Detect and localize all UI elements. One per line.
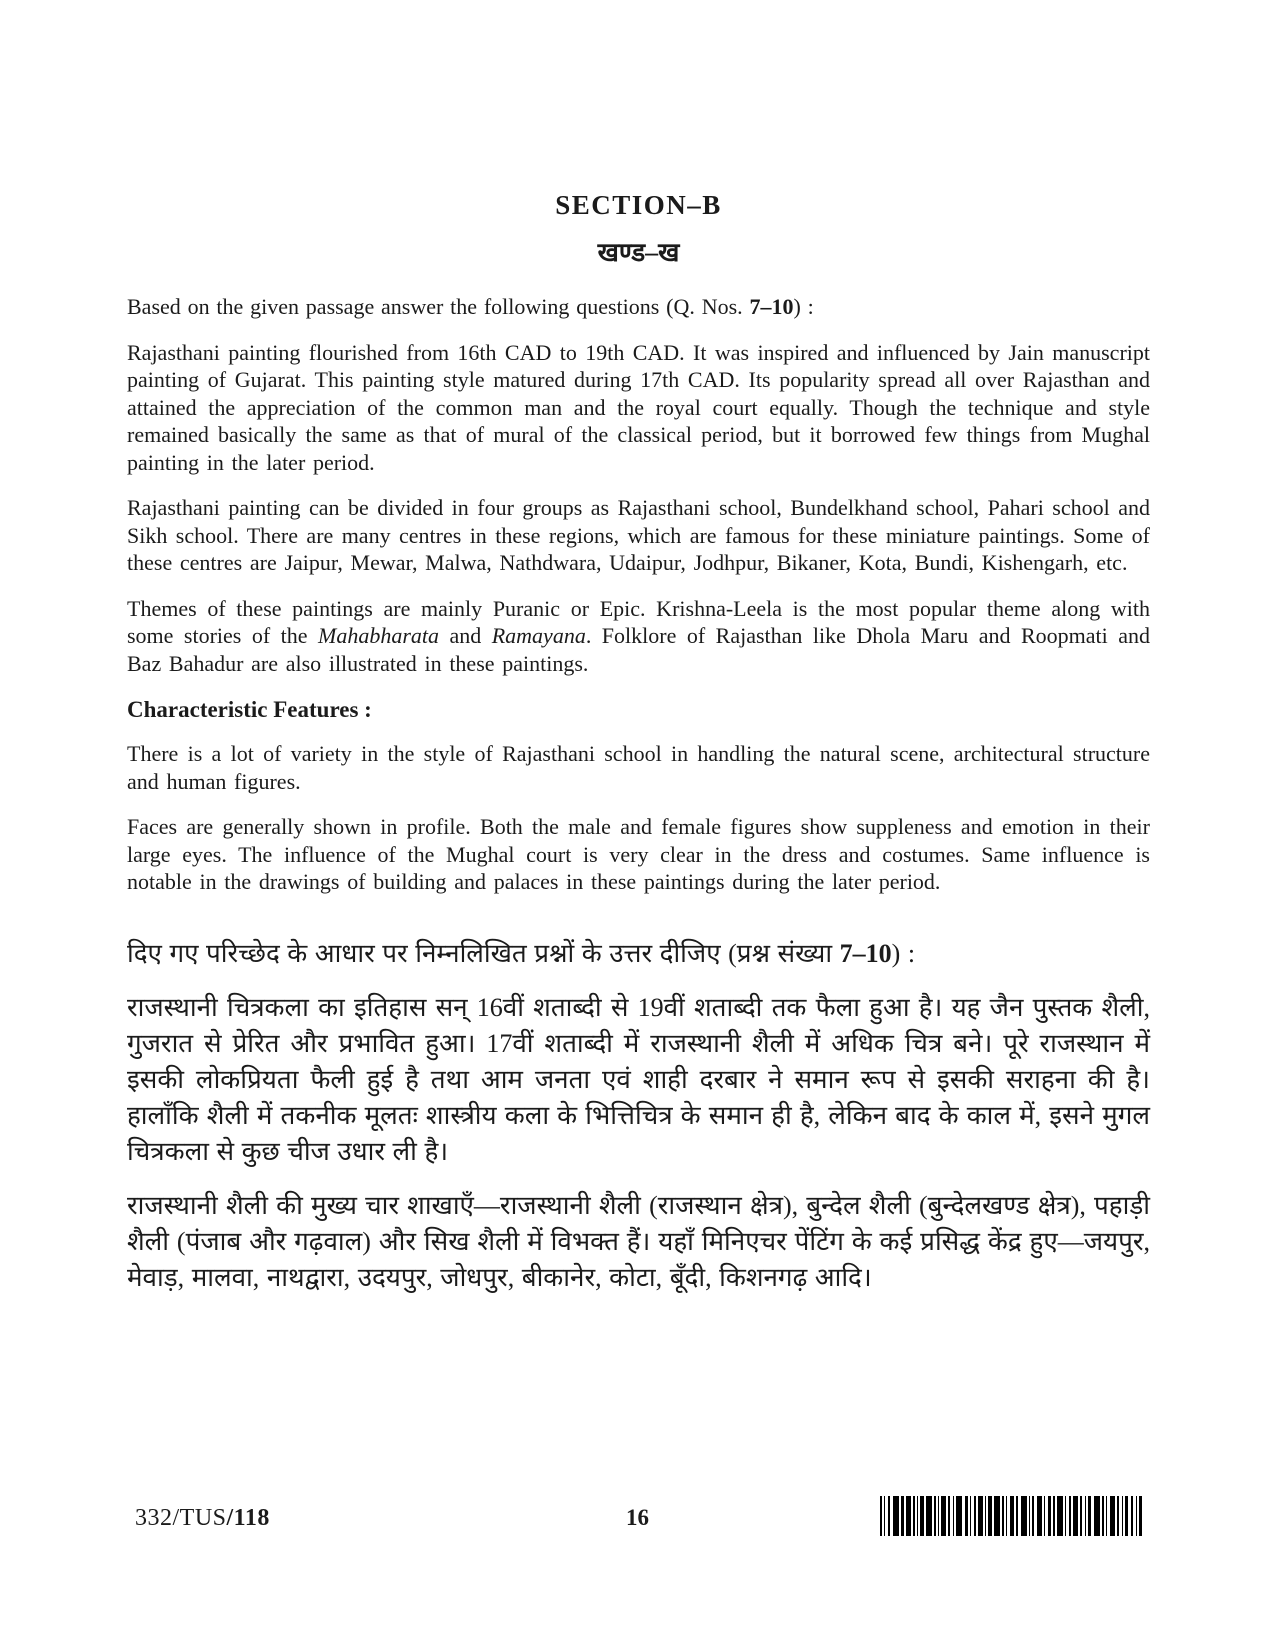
booklet-code-prefix: 332/TUS: [135, 1505, 227, 1531]
booklet-code: [135, 1501, 270, 1535]
text-run: Based on the given passage answer the following questions (Q. Nos.: [127, 294, 750, 319]
text-run: Characteristic Features :: [127, 697, 372, 722]
text-run: 7–10: [839, 938, 892, 968]
text-run: Rajasthani painting flourished from 16th CAD to 19th CAD. It was inspired and influenced by Jain manuscript painting of Gujarat. This painting style matured during 17th CAD. Its popularity spread all over Rajasthan and attained the appreciation of the common man and the royal court equally. Though the technique and style remained basically the same as that of mural of the classical period, but it borrowed few things from Mughal painting in the later period.: [127, 339, 1150, 475]
text-run: and: [439, 623, 492, 648]
section-subtitle-hindi: खण्ड–ख: [597, 238, 680, 267]
text-run: राजस्थानी शैली की मुख्य चार शाखाएँ—राजस्थानी शैली (राजस्थान क्षेत्र), बुन्देल शैली (बुन्देलखण्ड क्षेत्र), पहाड़ी शैली (पंजाब और गढ़वाल) और सिख शैली में विभक्त हैं। यहाँ मिनिएचर पेंटिंग के कई प्रसिद्ध केंद्र हुए—जयपुर, मेवाड़, मालवा, नाथद्वारा, उदयपुर, जोधपुर, बीकानेर, कोटा, बूँदी, किशनगढ़ आदि।: [127, 1190, 1150, 1292]
features-paragraph-2: [127, 813, 1150, 896]
text-run: Faces are generally shown in profile. Both the male and female figures show suppleness and emotion in their large eyes. The influence of the Mughal court is very clear in the dress and costumes. Same influence is notable in the drawings of building and palaces in these paintings during the later period.: [127, 814, 1150, 894]
text-run: ) :: [891, 938, 916, 968]
text-run: Mahabharata: [318, 623, 439, 648]
barcode-icon: [880, 1496, 1142, 1536]
features-paragraph-1: [127, 740, 1150, 795]
text-run: Rajasthani painting can be divided in four groups as Rajasthani school, Bundelkhand school, Pahari school and Sikh school. There are many centres in these regions, which are famous for these miniature paintings. Some of these centres are Jaipur, Mewar, Malwa, Nathdwara, Udaipur, Jodhpur, Bikaner, Kota, Bundi, Kishengarh, etc.: [127, 495, 1150, 575]
text-run: ) :: [793, 294, 814, 319]
hindi-passage-paragraph-1: [127, 990, 1150, 1170]
passage-paragraph-3: [127, 595, 1150, 678]
text-run: दिए गए परिच्छेद के आधार पर निम्नलिखित प्रश्नों के उत्तर दीजिए (प्रश्न संख्या: [127, 938, 840, 968]
instruction-line-english: [127, 293, 1150, 321]
instruction-line-hindi: [127, 936, 1150, 972]
characteristic-features-heading: [127, 695, 1150, 724]
passage-paragraph-1: [127, 339, 1150, 477]
page-content: [127, 190, 1150, 1314]
page-number: 16: [626, 1505, 649, 1530]
text-run: There is a lot of variety in the style of Rajasthani school in handling the natural scene, architectural structure and human figures.: [127, 741, 1150, 794]
booklet-code-suffix: /118: [226, 1505, 270, 1531]
text-run: 7–10: [749, 294, 794, 319]
hindi-passage-paragraph-2: [127, 1188, 1150, 1296]
text-run: राजस्थानी चित्रकला का इतिहास सन् 16वीं शताब्दी से 19वीं शताब्दी तक फैला हुआ है। यह जैन पुस्तक शैली, गुजरात से प्रेरित और प्रभावित हुआ। 17वीं शताब्दी में राजस्थानी शैली में अधिक चित्र बने। पूरे राजस्थान में इसकी लोकप्रियता फैली हुई है तथा आम जनता एवं शाही दरबार ने समान रूप से इसकी सराहना की है। हालाँकि शैली में तकनीक मूलतः शास्त्रीय कला के भित्तिचित्र के समान ही है, लेकिन बाद के काल में, इसने मुगल चित्रकला से कुछ चीज उधार ली है।: [127, 992, 1151, 1166]
text-run: Ramayana: [491, 623, 586, 648]
text-run: . Folklore of Rajasthan like Dhola Maru and Roopmati and Baz Bahadur are also illustrated in these paintings.: [127, 623, 1150, 676]
section-title: SECTION–B: [555, 190, 722, 220]
text-run: Themes of these paintings are mainly Puranic or Epic. Krishna-Leela is the most popular theme along with some stories of the: [127, 595, 1150, 648]
passage-paragraph-2: [127, 494, 1150, 577]
